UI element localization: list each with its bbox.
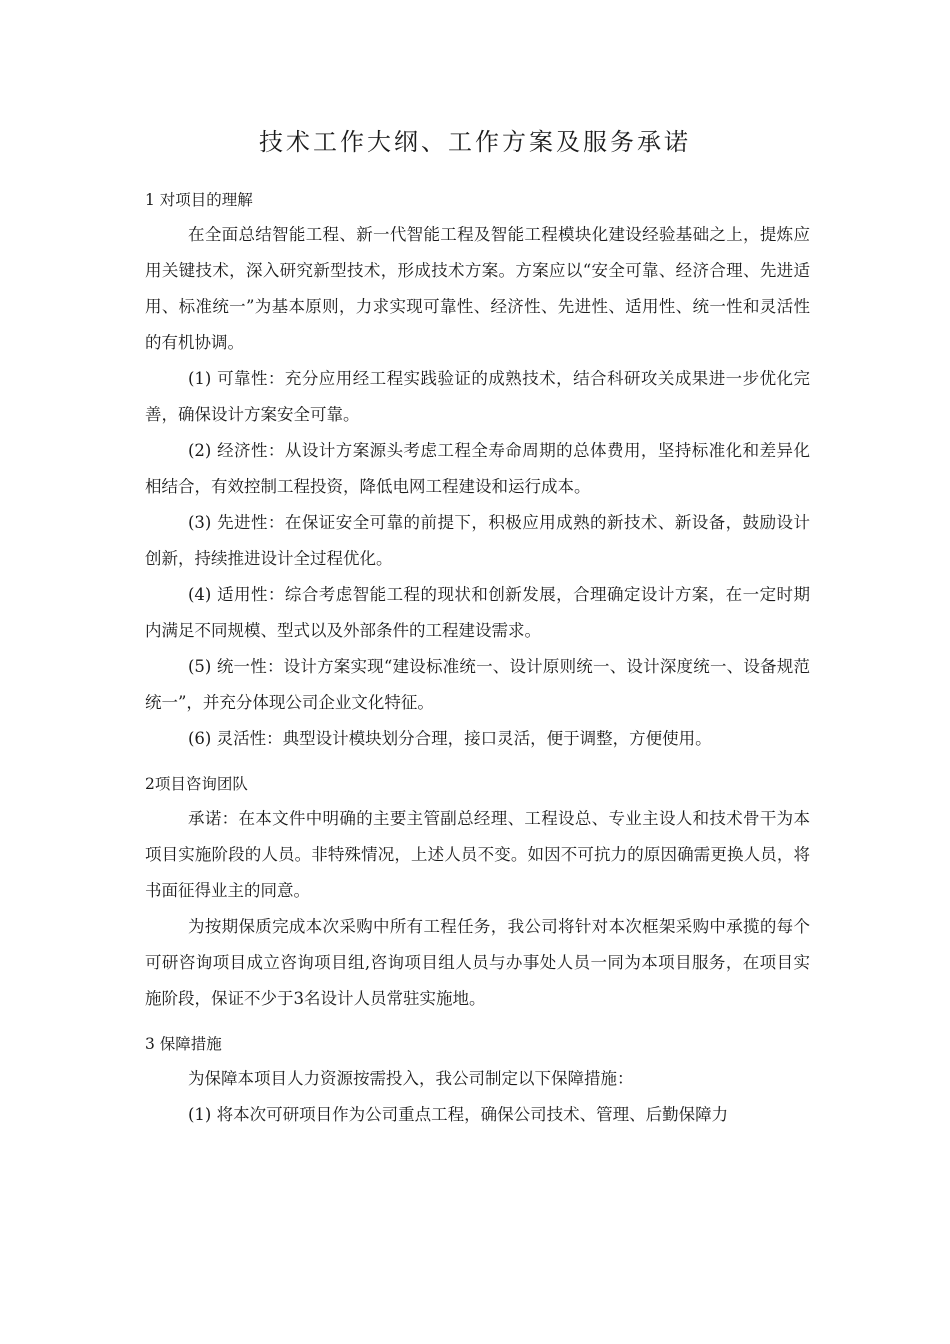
section-heading: 1 对项目的理解 (145, 191, 253, 209)
list-item-advancement: (3) 先进性：在保证安全可靠的前提下，积极应用成熟的新技术、新设备，鼓励设计创新，持续推进设计全过程优化。 (145, 513, 810, 568)
section-safeguard-measures (145, 1027, 810, 1133)
list-item: (1) 将本次可研项目作为公司重点工程，确保公司技术、管理、后勤保障力 (188, 1105, 729, 1124)
list-item-flexibility: (6) 灵活性：典型设计模块划分合理，接口灵活，便于调整，方便使用。 (188, 729, 712, 748)
list-item-applicability: (4) 适用性：综合考虑智能工程的现状和创新发展，合理确定设计方案，在一定时期内满足不同规模、型式以及外部条件的工程建设需求。 (145, 585, 810, 640)
document-body (145, 183, 810, 1133)
list-item-uniformity: (5) 统一性：设计方案实现“建设标准统一、设计原则统一、设计深度统一、设备规范统一”，并充分体现公司企业文化特征。 (145, 657, 810, 712)
section-heading: 2项目咨询团队 (145, 775, 248, 793)
paragraph: 为按期保质完成本次采购中所有工程任务，我公司将针对本次框架采购中承揽的每个可研咨询项目成立咨询项目组,咨询项目组人员与办事处人员一同为本项目服务，在项目实施阶段，保证不少于3名设计人员常驻实施地。 (145, 917, 810, 1008)
list-item-reliability: (1) 可靠性：充分应用经工程实践验证的成熟技术，结合科研攻关成果进一步优化完善，确保设计方案安全可靠。 (145, 369, 810, 424)
paragraph: 在全面总结智能工程、新一代智能工程及智能工程模块化建设经验基础之上，提炼应用关键技术，深入研究新型技术，形成技术方案。方案应以“安全可靠、经济合理、先进适用、标准统一”为基本原则，力求实现可靠性、经济性、先进性、适用性、统一性和灵活性的有机协调。 (145, 225, 810, 352)
section-project-understanding (145, 183, 810, 757)
paragraph: 承诺：在本文件中明确的主要主管副总经理、工程设总、专业主设人和技术骨干为本项目实施阶段的人员。非特殊情况，上述人员不变。如因不可抗力的原因确需更换人员，将书面征得业主的同意。 (145, 809, 810, 900)
section-heading: 3 保障措施 (145, 1035, 222, 1053)
paragraph: 为保障本项目人力资源按需投入，我公司制定以下保障措施： (188, 1069, 634, 1088)
list-item-economy: (2) 经济性：从设计方案源头考虑工程全寿命周期的总体费用，坚持标准化和差异化相结合，有效控制工程投资，降低电网工程建设和运行成本。 (145, 441, 810, 496)
section-consulting-team (145, 767, 810, 1017)
document-title: 技术工作大纲、工作方案及服务承诺 (259, 128, 691, 156)
